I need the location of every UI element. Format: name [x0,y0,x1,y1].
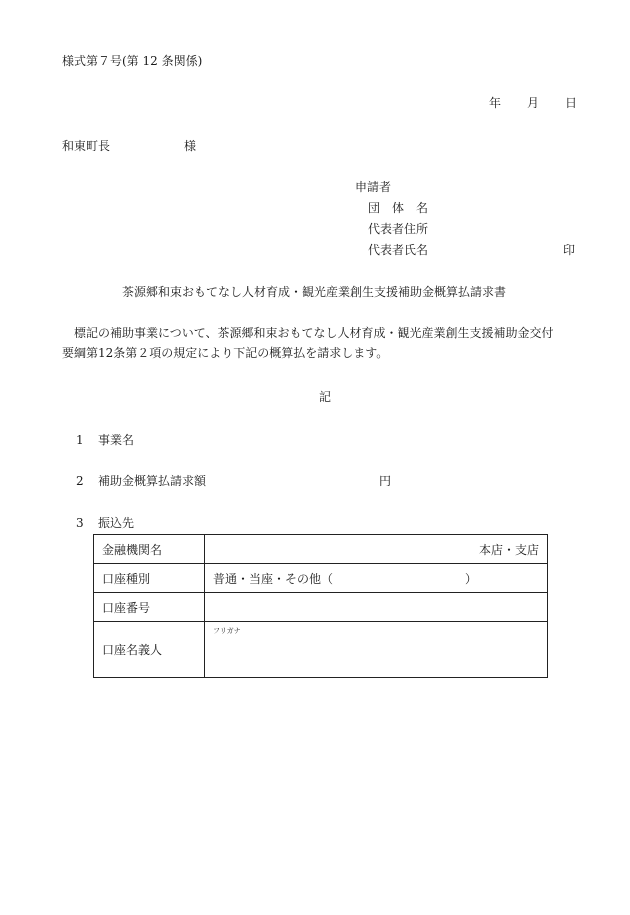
account-type-label: 口座種別 [94,564,205,593]
form-number: 様式第７号(第 12 条関係) [62,54,203,68]
account-type-value[interactable]: 普通・当座・その他（ ） [205,564,548,593]
item-3-label: 振込先 [98,516,135,530]
table-row [94,622,548,678]
body-line-2: 要綱第12条第２項の規定により下記の概算払を請求します。 [62,346,389,360]
bank-name-label: 金融機関名 [94,535,205,564]
item-1-label: 事業名 [98,433,135,447]
item-3-number: 3 [76,516,84,530]
item-2-unit: 円 [379,474,392,488]
item-1-number: 1 [76,433,84,447]
furigana-label: フリガナ [213,627,241,635]
body-paragraph [62,323,582,363]
applicant-name-label: 代表者氏名 [368,243,429,257]
table-row [94,535,548,564]
item-2-label: 補助金概算払請求額 [98,474,207,488]
applicant-heading: 申請者 [355,180,392,194]
date-year-label: 年 [489,96,502,110]
seal-mark: 印 [563,243,576,257]
body-line-1: 標記の補助事業について、茶源郷和束おもてなし人材育成・観光産業創生支援補助金交付 [74,326,554,340]
document-title: 茶源郷和束おもてなし人材育成・観光産業創生支援補助金概算払請求書 [122,285,507,299]
applicant-org-label: 団 体 名 [368,201,429,215]
account-number-label: 口座番号 [94,593,205,622]
date-month-label: 月 [527,96,540,110]
table-row [94,593,548,622]
bank-name-value[interactable]: 本店・支店 [205,535,548,564]
table-row [94,564,548,593]
addressee-name: 和東町長 [62,139,111,153]
bank-account-table [93,534,548,678]
date-day-label: 日 [565,96,578,110]
ki-heading: 記 [319,390,332,404]
account-holder-cell[interactable] [205,622,548,678]
addressee-honorific: 様 [184,139,197,153]
account-number-value[interactable] [205,593,548,622]
applicant-address-label: 代表者住所 [368,222,429,236]
account-holder-label: 口座名義人 [94,622,205,678]
item-2-number: 2 [76,474,84,488]
